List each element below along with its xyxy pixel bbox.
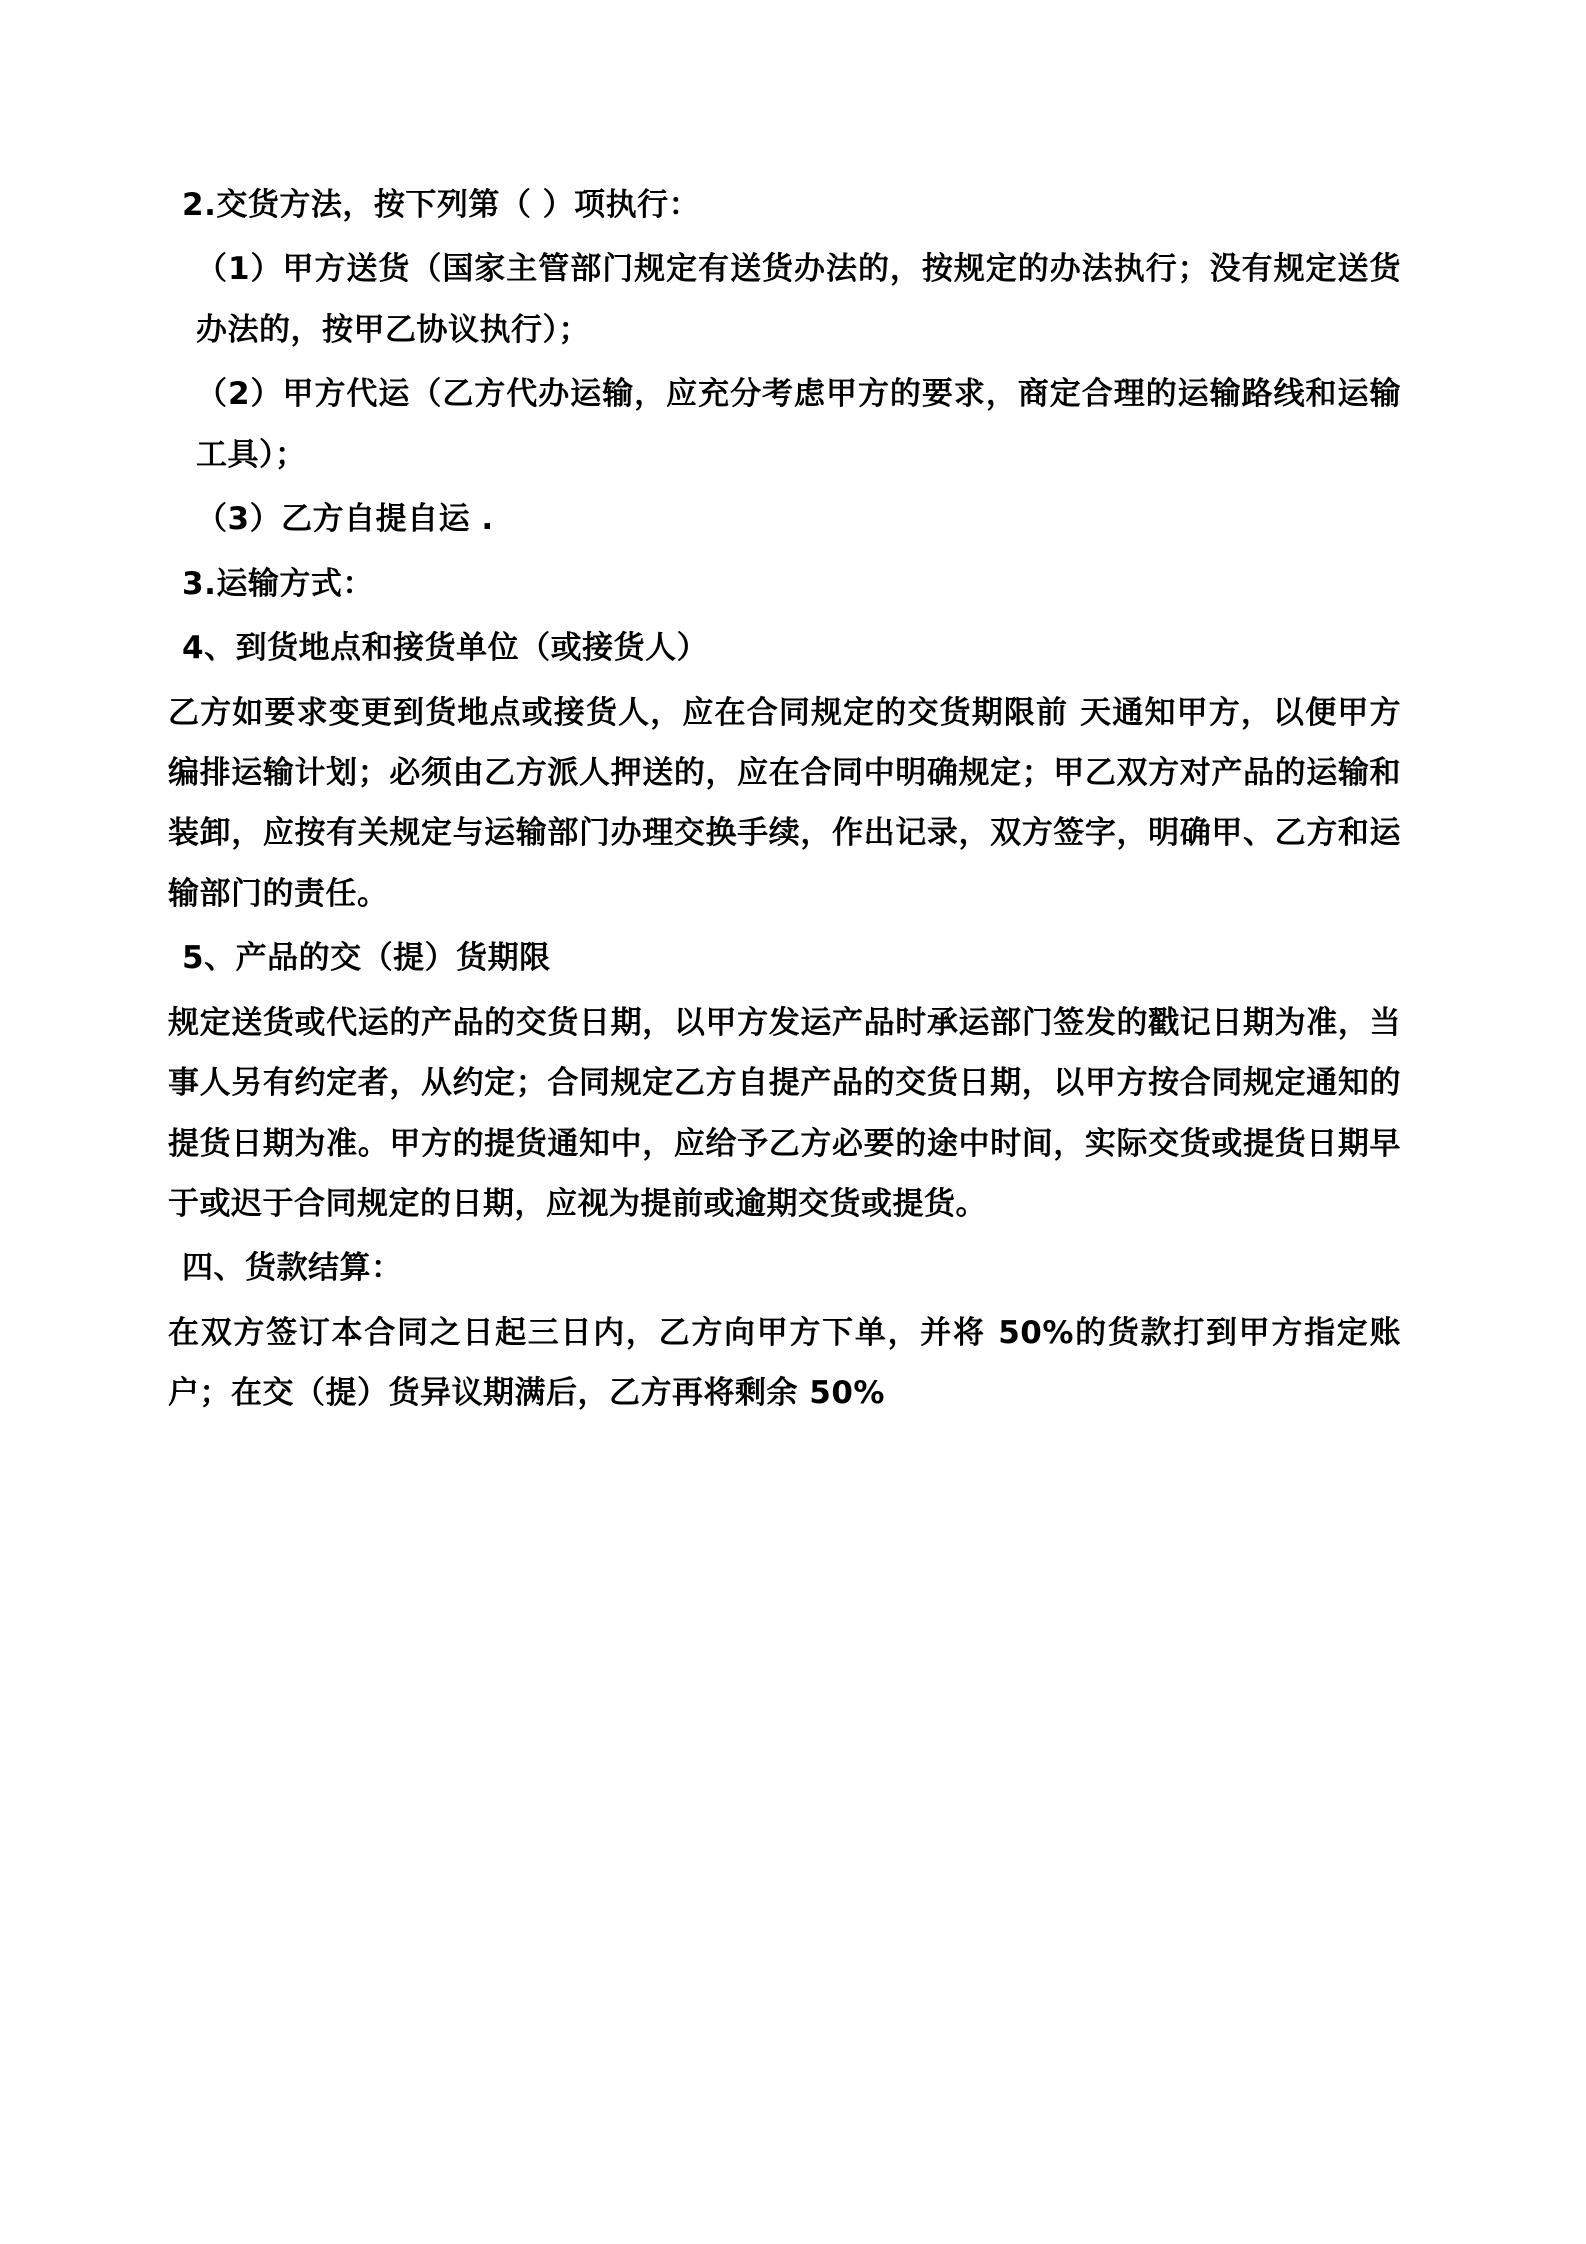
paragraph-delivery-method-heading: 2.交货方法，按下列第（ ）项执行： [182,187,701,223]
paragraph-arrival-place-body: 乙方如要求变更到货地点或接货人，应在合同规定的交货期限前 天通知甲方，以便甲方编排运输计划；必须由乙方派人押送的，应在合同中明确规定；甲乙双方对产品的运输和装卸，应按有关规定与运输部门办理交换手续，作出记录，双方签字，明确甲、乙方和运输部门的责任。 [168,694,1401,912]
paragraph-arrival-place-heading: 4、到货地点和接货单位（或接货人） [182,630,709,667]
paragraph-payment-settlement-body: 在双方签订本合同之日起三日内，乙方向甲方下单，并将 50%的货款打到甲方指定账户；在交（提）货异议期满后，乙方再将剩余 50% [168,1314,1401,1412]
paragraph-delivery-deadline-heading: 5、产品的交（提）货期限 [182,940,551,977]
paragraph-delivery-deadline-body: 规定送货或代运的产品的交货日期，以甲方发运产品时承运部门签发的戳记日期为准，当事人另有约定者，从约定；合同规定乙方自提产品的交货日期，以甲方按合同规定通知的提货日期为准。甲方的提货通知中，应给予乙方必要的途中时间，实际交货或提货日期早于或迟于合同规定的日期，应视为提前或逾期交货或提货。 [168,1004,1401,1222]
paragraph-delivery-option-3: （3）乙方自提自运 . [196,501,494,538]
document-body [168,175,1401,1424]
paragraph-payment-settlement-heading: 四、货款结算： [182,1250,403,1287]
paragraph-transport-mode-heading: 3.运输方式： [182,565,374,602]
paragraph-delivery-option-1: （1）甲方送货（国家主管部门规定有送货办法的，按规定的办法执行；没有规定送货办法的，按甲乙协议执行）； [196,251,1401,348]
paragraph-delivery-option-2: （2）甲方代运（乙方代办运输，应充分考虑甲方的要求，商定合理的运输路线和运输工具）； [196,376,1401,473]
